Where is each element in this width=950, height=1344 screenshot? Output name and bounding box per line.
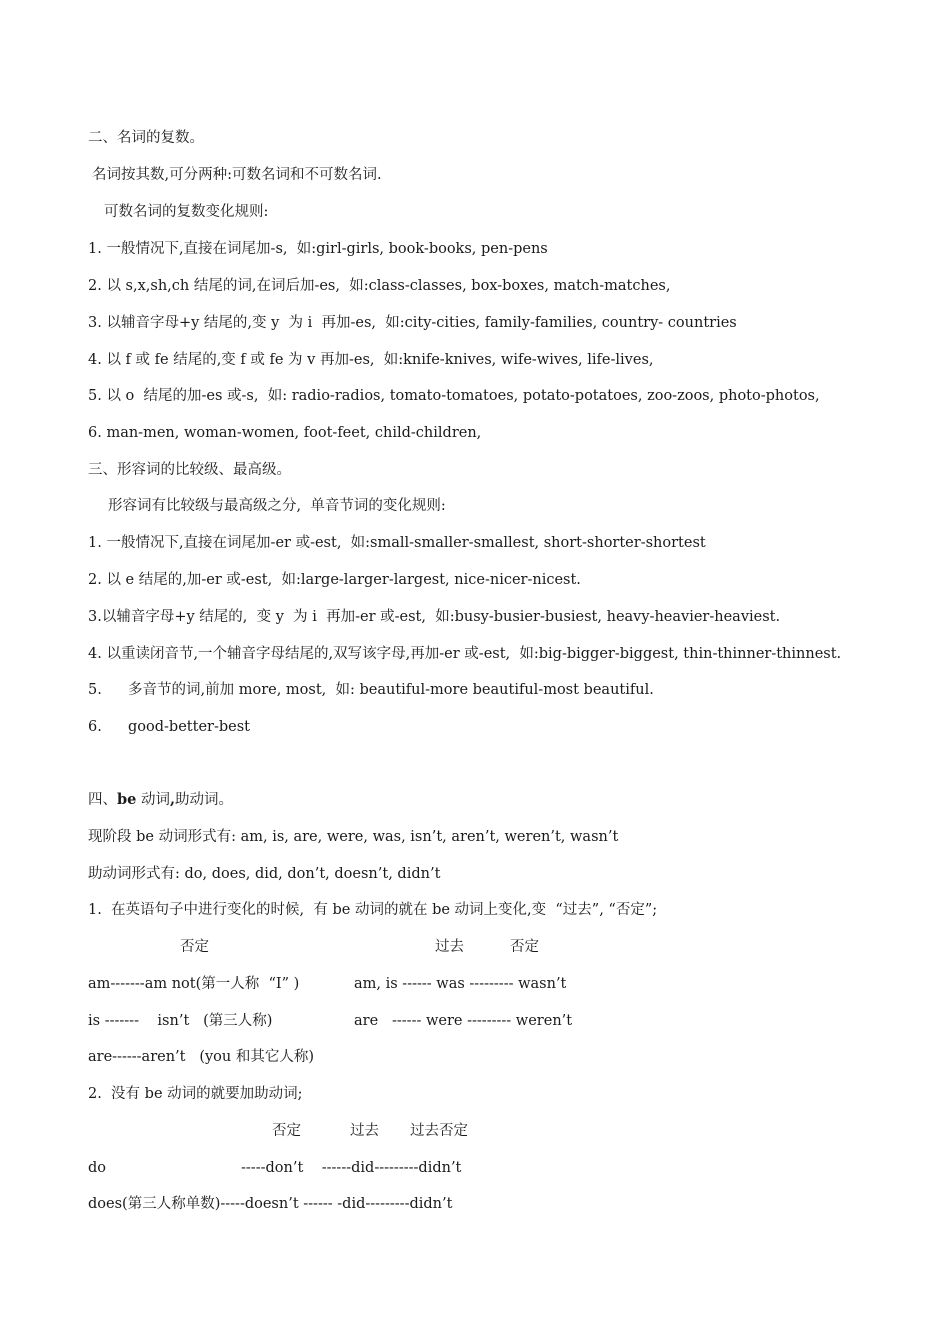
row-2-left: is ------- isn’t (第三人称)	[88, 1013, 273, 1029]
be-verb-forms: 现阶段 be 动词形式有: am, is, are, were, was, isn’t, aren’t, weren’t, wasn’t	[88, 829, 619, 845]
row-1-left: am-------am not(第一人称 “I” )	[88, 976, 300, 992]
auxiliary-verb-forms: 助动词形式有: do, does, did, don’t, doesn’t, didn’t	[88, 866, 441, 882]
section-4-title	[88, 790, 233, 810]
row-3-left: are------aren’t (you 和其它人称)	[88, 1049, 314, 1065]
section-3-rule-5-number: 5.	[88, 682, 102, 698]
point-1: 1. 在英语句子中进行变化的时候, 有 be 动词的就在 be 动词上变化,变 “过去”, “否定”;	[88, 902, 658, 918]
section-3-rule-1: 1. 一般情况下,直接在词尾加-er 或-est, 如:small-smaller-smallest, short-shorter-shortest	[88, 535, 706, 551]
section-3-rule-4: 4. 以重读闭音节,一个辅音字母结尾的,双写该字母,再加-er 或-est, 如:big-bigger-biggest, thin-thinner-thinnest.	[88, 646, 842, 662]
section-3-rule-6-text: good-better-best	[128, 719, 250, 735]
section-4-title-prefix: 四、	[88, 792, 117, 808]
section-2-rule-1: 1. 一般情况下,直接在词尾加-s, 如:girl-girls, book-books, pen-pens	[88, 241, 548, 257]
section-4-title-be: be	[117, 791, 137, 808]
section-3-rule-5-text: 多音节的词,前加 more, most, 如: beautiful-more beautiful-most beautiful.	[128, 682, 654, 698]
section-3-title: 三、形容词的比较级、最高级。	[88, 462, 291, 478]
section-2-rule-2: 2. 以 s,x,sh,ch 结尾的词,在词后加-es, 如:class-classes, box-boxes, match-matches,	[88, 278, 671, 294]
header-negative: 否定	[180, 939, 209, 955]
section-2-intro: 名词按其数,可分两种:可数名词和不可数名词.	[92, 167, 382, 183]
section-4-title-verb: 动词	[136, 792, 170, 808]
section-4-title-comma: ,	[169, 791, 176, 808]
do-row-forms: -----don’t ------did---------didn’t	[241, 1160, 462, 1176]
section-3-rules-title: 形容词有比较级与最高级之分, 单音节词的变化规则:	[108, 498, 446, 514]
does-row: does(第三人称单数)-----doesn’t ------ -did---------didn’t	[88, 1196, 453, 1212]
header2-negative: 否定	[272, 1123, 301, 1139]
row-2-right: are ------ were --------- weren’t	[354, 1013, 573, 1029]
header-past: 过去	[435, 939, 464, 955]
section-2-rule-5: 5. 以 o 结尾的加-es 或-s, 如: radio-radios, tomato-tomatoes, potato-potatoes, zoo-zoos, photo-photos,	[88, 388, 820, 404]
section-3-rule-3: 3.以辅音字母+y 结尾的, 变 y 为 i 再加-er 或-est, 如:busy-busier-busiest, heavy-heavier-heaviest.	[88, 609, 781, 625]
header2-past: 过去	[350, 1123, 379, 1139]
do-row-label: do	[88, 1160, 107, 1176]
section-2-rule-4: 4. 以 f 或 fe 结尾的,变 f 或 fe 为 v 再加-es, 如:knife-knives, wife-wives, life-lives,	[88, 352, 654, 368]
row-1-right: am, is ------ was --------- wasn’t	[354, 976, 567, 992]
section-3-rule-2: 2. 以 e 结尾的,加-er 或-est, 如:large-larger-largest, nice-nicer-nicest.	[88, 572, 581, 588]
section-2-title: 二、名词的复数。	[88, 130, 204, 146]
section-2-rule-3: 3. 以辅音字母+y 结尾的,变 y 为 i 再加-es, 如:city-cities, family-families, country- countries	[88, 315, 737, 331]
section-2-rule-6: 6. man-men, woman-women, foot-feet, child-children,	[88, 425, 482, 441]
section-4-title-aux: 助动词。	[175, 792, 234, 808]
point-2: 2. 没有 be 动词的就要加助动词;	[88, 1086, 303, 1102]
section-2-rules-title: 可数名词的复数变化规则:	[104, 204, 269, 220]
header-negative-2: 否定	[510, 939, 539, 955]
section-3-rule-6-number: 6.	[88, 719, 102, 735]
header2-past-negative: 过去否定	[410, 1123, 468, 1139]
